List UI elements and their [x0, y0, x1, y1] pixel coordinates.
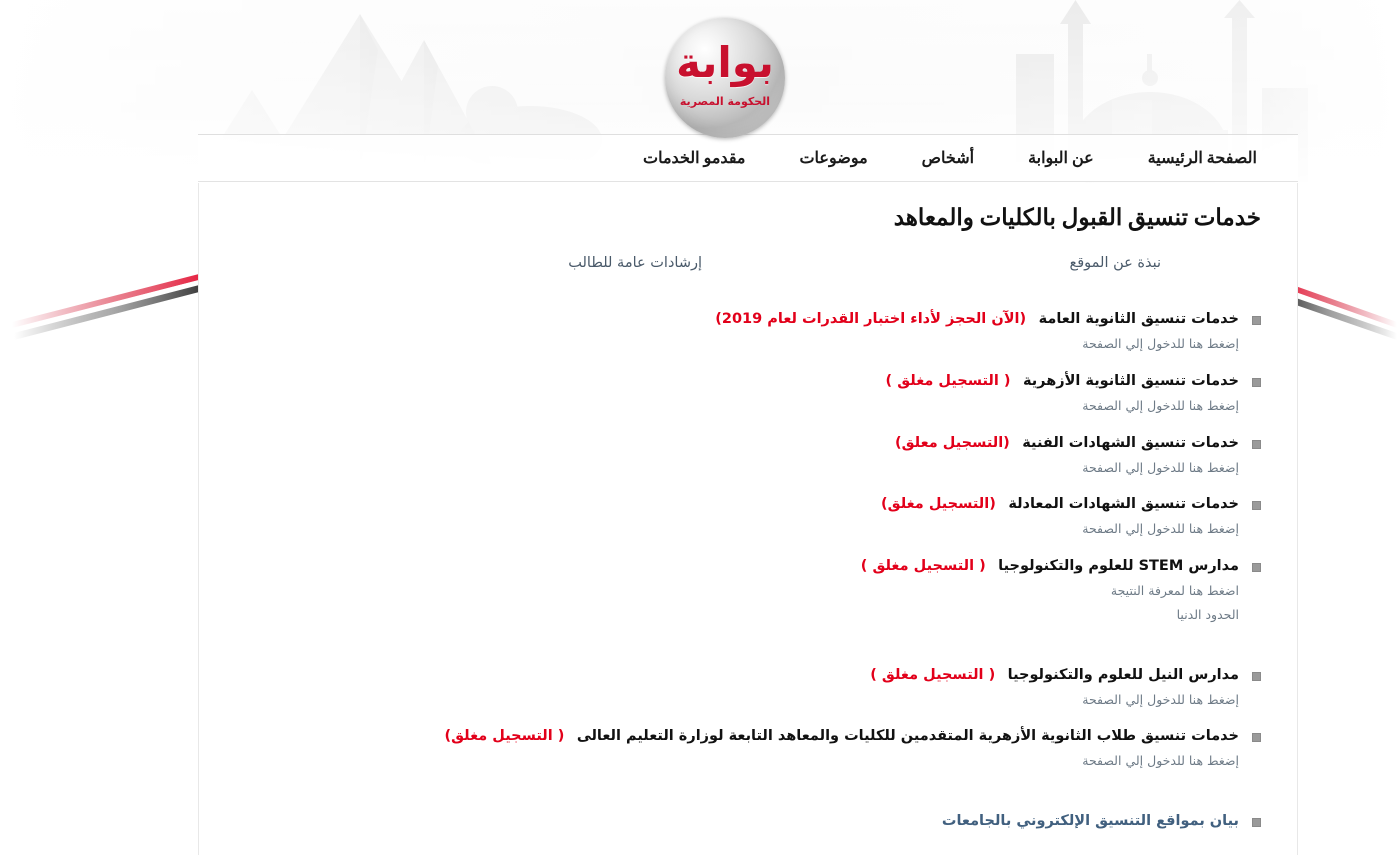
service-item-thanawiya-amma [235, 309, 1261, 354]
service-title[interactable]: بيان بمواقع التنسيق الإلكتروني بالجامعات [941, 813, 1239, 830]
square-bullet-icon [1252, 733, 1261, 742]
square-bullet-icon [1252, 440, 1261, 449]
square-bullet-icon [1252, 672, 1261, 681]
nav-item-service-providers[interactable]: مقدمو الخدمات [643, 150, 746, 167]
square-bullet-icon [1252, 563, 1261, 572]
service-enter-link[interactable]: إضغط هنا للدخول إلي الصفحة [1082, 753, 1239, 769]
service-enter-link[interactable]: إضغط هنا للدخول إلي الصفحة [1082, 459, 1239, 475]
service-enter-link[interactable]: إضغط هنا للدخول إلي الصفحة [1082, 521, 1239, 537]
nav-item-topics[interactable]: موضوعات [799, 150, 868, 167]
logo-subtitle: الحكومة المصرية [679, 95, 771, 108]
service-item-azhari-higher-education [235, 726, 1261, 771]
service-item-equivalent-certificates [235, 494, 1261, 539]
square-bullet-icon [1252, 378, 1261, 387]
content-panel [198, 183, 1298, 855]
service-minimum-scores-link[interactable]: الحدود الدنيا [1176, 606, 1239, 622]
service-title[interactable]: خدمات تنسيق الثانوية الأزهرية [1022, 372, 1239, 389]
service-status-note: (الآن الحجز لأداء اختبار القدرات لعام 2019) [715, 311, 1027, 327]
square-bullet-icon [1252, 501, 1261, 510]
service-status-note: (التسجيل معلق) [894, 434, 1010, 451]
service-item-thanawiya-azhariya [235, 371, 1261, 416]
nav-item-home[interactable]: الصفحة الرئيسية [1147, 150, 1257, 167]
service-title[interactable]: مدارس النيل للعلوم والتكنولوجيا [1007, 666, 1239, 683]
square-bullet-icon [1252, 316, 1261, 325]
service-status-note: (التسجيل مغلق) [881, 496, 996, 513]
square-bullet-icon [1252, 818, 1261, 827]
service-status-note: ( التسجيل مغلق) [444, 728, 565, 745]
site-logo[interactable] [665, 18, 785, 138]
service-title[interactable]: خدمات تنسيق الشهادات الفنية [1022, 434, 1239, 451]
service-title[interactable]: خدمات تنسيق الثانوية العامة [1038, 311, 1239, 327]
service-enter-link[interactable]: إضغط هنا للدخول إلي الصفحة [1082, 397, 1239, 413]
about-site-link[interactable]: نبذة عن الموقع [1069, 255, 1161, 271]
service-item-technical-certificates [235, 433, 1261, 478]
service-title[interactable]: مدارس STEM للعلوم والتكنولوجيا [998, 558, 1239, 575]
service-status-note: ( التسجيل مغلق ) [870, 666, 996, 683]
service-item-university-tansik-sites [235, 811, 1261, 832]
service-item-stem-schools [235, 556, 1261, 625]
service-enter-link[interactable]: إضغط هنا للدخول إلي الصفحة [1082, 336, 1239, 352]
service-item-nile-schools [235, 665, 1261, 710]
logo-title: بوابة [676, 38, 774, 87]
services-list [199, 309, 1297, 832]
service-status-note: ( التسجيل مغلق ) [885, 372, 1011, 389]
service-enter-link[interactable]: إضغط هنا للدخول إلي الصفحة [1082, 691, 1239, 707]
page-title: خدمات تنسيق القبول بالكليات والمعاهد [893, 205, 1261, 230]
service-title[interactable]: خدمات تنسيق الشهادات المعادلة [1008, 496, 1239, 513]
nav-item-people[interactable]: أشخاص [921, 150, 975, 167]
nav-item-about-portal[interactable]: عن البوابة [1028, 150, 1094, 167]
top-links-row [199, 255, 1297, 309]
service-status-note: ( التسجيل مغلق ) [860, 558, 986, 575]
nav-list [616, 135, 1284, 183]
flag-ribbon-left-decoration [0, 250, 230, 350]
student-guidelines-link[interactable]: إرشادات عامة للطالب [568, 255, 702, 271]
main-navigation [198, 134, 1298, 182]
service-result-link[interactable]: اضغط هنا لمعرفة النتيجة [1110, 583, 1239, 599]
service-title[interactable]: خدمات تنسيق طلاب الثانوية الأزهرية المتقدمين للكليات والمعاهد التابعة لوزارة التعليم العالى [576, 728, 1239, 745]
